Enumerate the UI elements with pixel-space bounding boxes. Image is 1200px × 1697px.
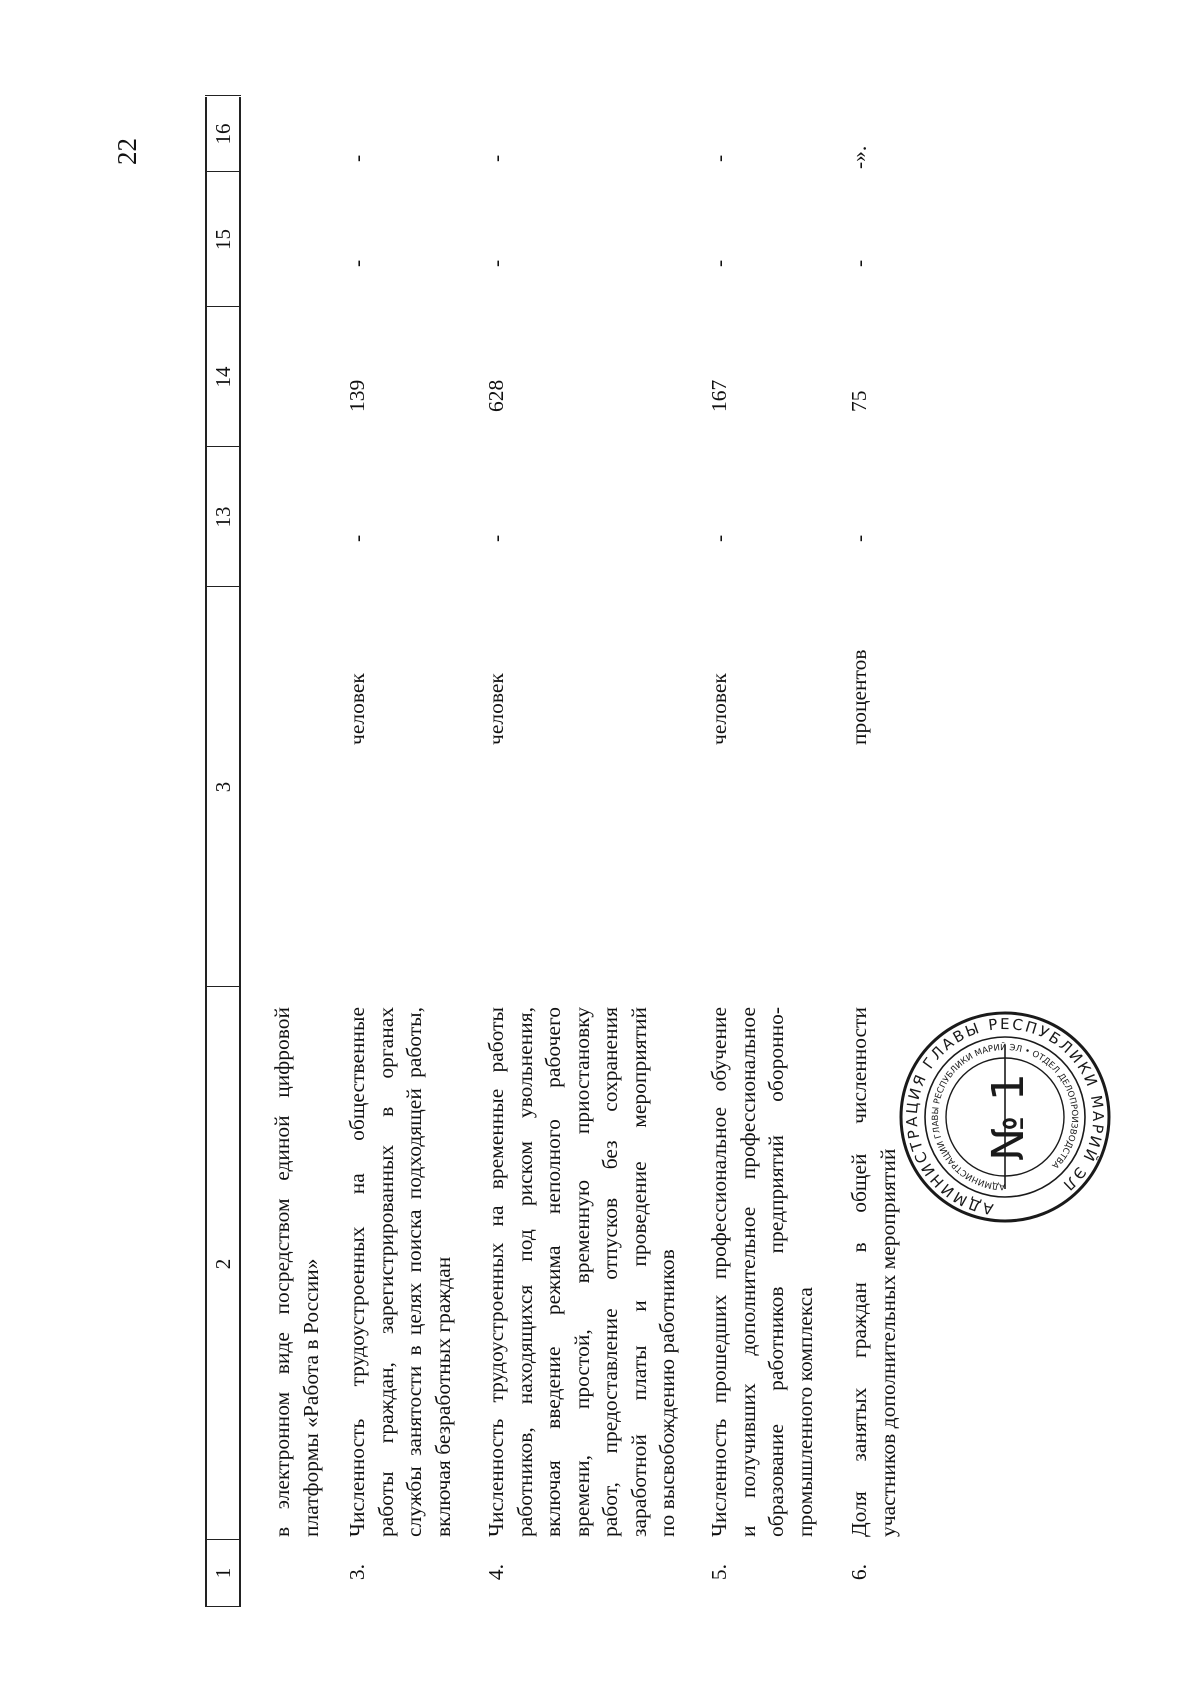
text-line: промышленного комплекса (792, 1287, 817, 1537)
text-line: работы граждан, зарегистрированных в органах (373, 1007, 398, 1537)
stamp-center-number: № 1 (983, 1073, 1034, 1161)
row-4-description (482, 1007, 682, 1537)
text-line: работ, предоставление отпусков без сохранения (598, 1007, 622, 1537)
row-3-col13: - (345, 534, 369, 542)
text-line: образование работников предприятий оборонно- (764, 1007, 788, 1537)
row-6-description (845, 1007, 902, 1537)
text-line: платформы «Работа в России» (298, 1258, 323, 1537)
text-line: заработной платы и проведение мероприятий (626, 1007, 651, 1537)
text-line: работников, находящихся под риском увольнения, (512, 1007, 537, 1537)
row-3-unit: человек (345, 673, 369, 745)
official-stamp (895, 1007, 1115, 1227)
text-line: включая безработных граждан (430, 1256, 455, 1537)
row-6-unit: процентов (847, 649, 871, 745)
row-5-col16: - (707, 154, 731, 162)
text-line: Численность трудоустроенных на общественные (345, 1007, 369, 1537)
header-col-14: 14 (205, 306, 241, 447)
stamp-inner-text: АДМИНИСТРАЦИИ ГЛАВЫ РЕСПУБЛИКИ МАРИЙ ЭЛ • ОТДЕЛ ДЕЛОПРОИЗВОДСТВА (930, 1042, 1080, 1192)
page-number: 22 (112, 138, 142, 165)
row-5-col13: - (707, 534, 731, 542)
header-col-3: 3 (205, 586, 241, 987)
text-line: Численность трудоустроенных на временные работы (484, 1007, 508, 1537)
text-line: Доля занятых граждан в общей численности (847, 1007, 871, 1537)
row-4-col14: 628 (484, 379, 508, 412)
row-6-col16: -». (847, 145, 871, 169)
text-line: включая введение режима неполного рабочего (541, 1007, 565, 1537)
header-col-15: 15 (205, 171, 241, 307)
row-4-col13: - (484, 534, 508, 542)
stamp-outer-text: АДМИНИСТРАЦИЯ ГЛАВЫ РЕСПУБЛИКИ МАРИЙ ЭЛ (902, 1014, 1108, 1219)
row-4-col15: - (484, 259, 508, 267)
row-5-col15: - (707, 259, 731, 267)
text-line: Численность прошедших профессиональное обучение (707, 1007, 731, 1537)
text-line: в электронном виде посредством единой цифровой (270, 1007, 294, 1537)
row-4-index: 4. (484, 1563, 508, 1581)
row-6-col14: 75 (847, 390, 871, 412)
header-col-13: 13 (205, 446, 241, 587)
text-line: по высвобождению работников (655, 1249, 679, 1537)
row-3-description (343, 1007, 457, 1537)
text-line: времени, простой, временную приостановку (569, 1007, 594, 1537)
row-3-col16: - (345, 154, 369, 162)
text-line: службы занятости в целях поиска подходящей работы, (402, 1007, 426, 1537)
row-6-col15: - (847, 259, 871, 267)
row-5-col14: 167 (707, 379, 731, 412)
row-5-unit: человек (707, 673, 731, 745)
row-6-index: 6. (847, 1563, 871, 1581)
row-5-description (705, 1007, 819, 1537)
header-col-2: 2 (205, 986, 241, 1541)
header-col-16: 16 (205, 95, 241, 172)
row-3-index: 3. (345, 1563, 369, 1581)
row-3-col14: 139 (345, 379, 369, 412)
row-4-unit: человек (484, 673, 508, 745)
row-4-col16: - (484, 154, 508, 162)
row-6-col13: - (847, 534, 871, 542)
row-3-col15: - (345, 259, 369, 267)
continuation-text (268, 1007, 325, 1537)
row-5-index: 5. (707, 1563, 731, 1581)
header-col-1: 1 (205, 1539, 241, 1607)
text-line: участников дополнительных мероприятий (875, 1148, 900, 1537)
table-header (205, 97, 242, 1607)
text-line: и получивших дополнительное профессиональное (735, 1007, 760, 1537)
